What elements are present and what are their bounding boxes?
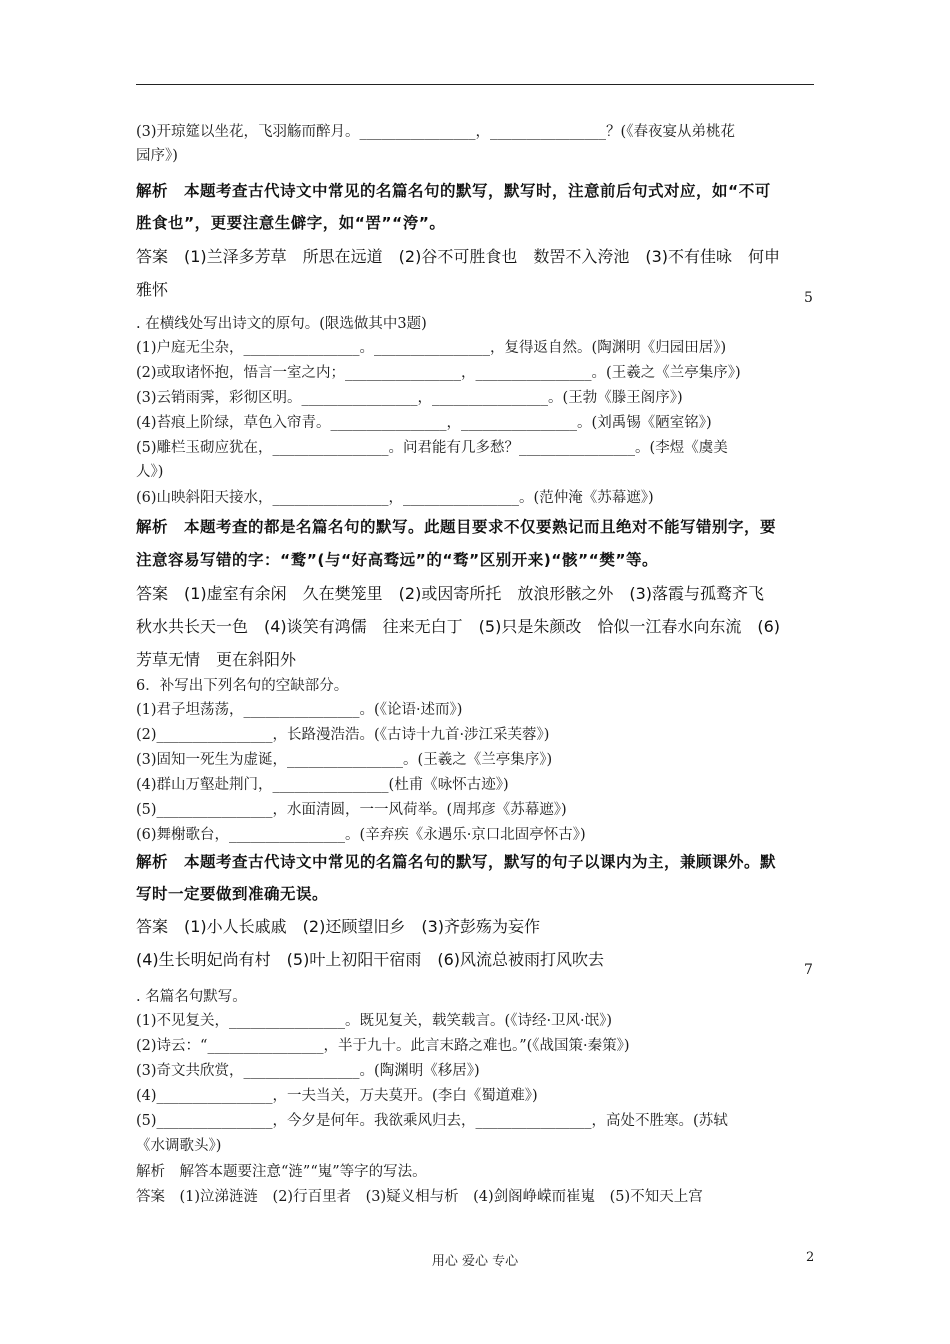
answer-line: (4)生长明妃尚有村 (5)叶上初阳干宿雨 (6)风流总被雨打风吹去 <box>136 950 604 969</box>
text-line: (4)群山万壑赴荆门，________________(杜甫《咏怀古迹》) <box>136 777 509 793</box>
answer-line: 答案 (1)兰泽多芳草 所思在远道 (2)谷不可胜食也 数罟不入洿池 (3)不有佳咏 何申 <box>136 247 780 266</box>
answer-line: 答案 (1)小人长戚戚 (2)还顾望旧乡 (3)齐彭殇为妄作 <box>136 917 540 936</box>
analysis-line: 胜食也”，更要注意生僻字，如“罟”“洿”。 <box>136 214 446 232</box>
text-line: (3)云销雨霁，彩彻区明。________________，________________。(王勃《滕王阁序》) <box>136 390 683 406</box>
text-line: (3)固知一死生为虚诞，________________。(王羲之《兰亭集序》) <box>136 752 553 768</box>
text-line: (5)雕栏玉砌应犹在，________________。问君能有几多愁？________________。(李煜《虞美 <box>136 440 728 456</box>
text-line: (5)________________，水面清圆，一一风荷举。(周邦彦《苏幕遮》) <box>136 802 567 818</box>
text-line: (1)户庭无尘杂，________________。________________，复得返自然。(陶渊明《归园田居》) <box>136 340 727 356</box>
text-line: 园序》) <box>136 148 178 164</box>
text-line: (5)________________，今夕是何年。我欲乘风归去，________________，高处不胜寒。(苏轼 <box>136 1113 728 1129</box>
analysis-line: 解析 本题考查古代诗文中常见的名篇名句的默写，默写时，注意前后句式对应，如“不可 <box>136 182 771 200</box>
analysis-line: 写时一定要做到准确无误。 <box>136 885 329 903</box>
answer-line: 秋水共长天一色 (4)谈笑有鸿儒 往来无白丁 (5)只是朱颜改 恰似一江春水向东流 (6) <box>136 617 780 636</box>
page-footer: 用心 爱心 专心 <box>431 1254 519 1269</box>
text-line: (1)不见复关，________________。既见复关，载笑载言。(《诗经·卫风·氓》) <box>136 1013 613 1029</box>
text-line: (1)君子坦荡荡，________________。(《论语·述而》) <box>136 702 463 718</box>
analysis-line: 解析 本题考查的都是名篇名句的默写。此题目要求不仅要熟记而且绝对不能写错别字，要 <box>136 518 777 536</box>
analysis-line: 解析 本题考查古代诗文中常见的名篇名句的默写，默写的句子以课内为主，兼顾课外。默 <box>136 853 777 871</box>
text-line: . 在横线处写出诗文的原句。(限选做其中3题) <box>136 316 427 332</box>
text-line: . 名篇名句默写。 <box>136 989 247 1005</box>
page-number: 2 <box>806 1250 815 1265</box>
text-line: (3)奇文共欣赏，________________。(陶渊明《移居》) <box>136 1063 480 1079</box>
text-line: (6)舞榭歌台，________________。(辛弃疾《永遇乐·京口北固亭怀古》) <box>136 827 586 843</box>
text-line: (4)苔痕上阶绿，草色入帘青。________________，________________。(刘禹锡《陋室铭》) <box>136 415 712 431</box>
text-line: (2)或取诸怀抱，悟言一室之内；________________，________________。(王羲之《兰亭集序》) <box>136 365 741 381</box>
text-line: (6)山映斜阳天接水，________________，________________。(范仲淹《苏幕遮》) <box>136 490 654 506</box>
text-line: 人》) <box>136 464 164 480</box>
question-number: 5 <box>804 290 813 306</box>
text-line: (2)诗云：“________________，半于九十。此言末路之难也。”(《战国策·秦策》) <box>136 1038 630 1054</box>
text-line: (2)________________，长路漫浩浩。(《古诗十九首·涉江采芙蓉》) <box>136 727 550 743</box>
text-line: 解析 解答本题要注意“涟”“嵬”等字的写法。 <box>136 1164 427 1180</box>
analysis-line: 注意容易写错的字：“鹜”(与“好高骛远”的“骛”区别开来)“骸”“樊”等。 <box>136 551 659 569</box>
header-rule <box>136 84 814 85</box>
answer-line: 芳草无情 更在斜阳外 <box>136 650 297 669</box>
question-number: 7 <box>804 962 813 978</box>
answer-line: 雅怀 <box>136 280 169 299</box>
text-line: (4)________________，一夫当关，万夫莫开。(李白《蜀道难》) <box>136 1088 538 1104</box>
text-line: 6．补写出下列名句的空缺部分。 <box>136 678 349 694</box>
text-line: (3)开琼筵以坐花，飞羽觞而醉月。________________，________________？(《春夜宴从弟桃花 <box>136 124 735 140</box>
answer-line: 答案 (1)虚室有余闲 久在樊笼里 (2)或因寄所托 放浪形骸之外 (3)落霞与孤鹜齐飞 <box>136 584 764 603</box>
text-line: 《水调歌头》) <box>136 1138 222 1154</box>
text-line: 答案 (1)泣涕涟涟 (2)行百里者 (3)疑义相与析 (4)剑阁峥嵘而崔嵬 (5)不知天上宫 <box>136 1189 703 1205</box>
